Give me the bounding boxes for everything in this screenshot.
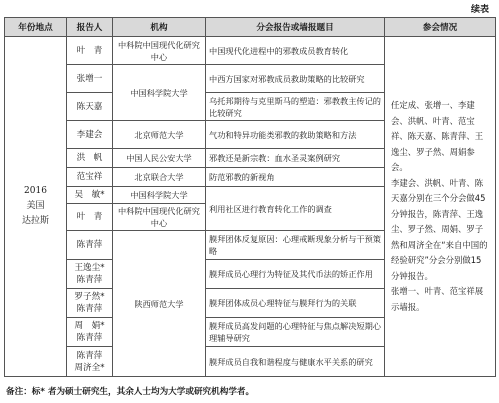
reporter-cell: 陈青萍 bbox=[67, 231, 113, 260]
reporter-line: 陈青萍 bbox=[76, 275, 103, 285]
reporter-cell: 吴 敏* bbox=[67, 187, 113, 204]
conference-table bbox=[4, 17, 496, 377]
header-participation: 参会情况 bbox=[385, 18, 496, 37]
reporter-cell bbox=[67, 318, 113, 347]
reporter-cell: 叶 青 bbox=[67, 37, 113, 65]
topic-cell: 中国现代化进程中的邪教成员教育转化 bbox=[206, 37, 385, 65]
participation-note-1: 任定成、张增一、李建会、洪帆、叶青、范宝祥、陈天嘉、陈青萍、王逸尘、罗子然、周娟参会。 bbox=[391, 100, 484, 172]
institution-cell: 中国科学院大学 bbox=[113, 65, 206, 121]
reporter-cell: 洪 帆 bbox=[67, 149, 113, 168]
institution-cell: 中国科学院大学 bbox=[113, 187, 206, 204]
reporter-cell: 张增一 bbox=[67, 65, 113, 93]
reporter-cell bbox=[67, 260, 113, 289]
continued-label: 续表 bbox=[470, 5, 489, 15]
meeting-country: 美国 bbox=[26, 201, 45, 211]
reporter-line: 陈青萍 bbox=[76, 304, 103, 314]
reporter-cell: 陈天嘉 bbox=[67, 93, 113, 121]
institution-cell: 中科院中国现代化研究中心 bbox=[113, 37, 206, 65]
topic-cell: 乌托邦期待与克里斯马的塑造：邪教教主传记的比较研究 bbox=[206, 93, 385, 121]
participation-note-3: 张增一、叶青、范宝祥展示墙报。 bbox=[391, 286, 484, 312]
reporter-cell: 李建会 bbox=[67, 121, 113, 149]
topic-cell: 邪教还是新宗教：血水圣灵案例研究 bbox=[206, 149, 385, 168]
reporter-cell bbox=[67, 289, 113, 318]
meeting-cell bbox=[5, 37, 67, 377]
reporter-line: 罗子然* bbox=[74, 292, 105, 302]
topic-cell: 膜拜成员自我和谐程度与健康水平关系的研究 bbox=[206, 347, 385, 377]
topic-cell: 中西方国家对邪教成员救助策略的比较研究 bbox=[206, 65, 385, 93]
table-row bbox=[5, 37, 496, 65]
header-topic: 分会报告或墙报题目 bbox=[206, 18, 385, 37]
participation-note-2: 李建会、洪帆、叶青、陈天嘉分别在三个分会做45分钟报告，陈青萍、王逸尘、罗子然、周娟、罗子然和周济全在“来自中国的经验研究”分会分别做15分钟报告。 bbox=[391, 177, 488, 281]
institution-cell: 陕西师范大学 bbox=[113, 231, 206, 377]
header-reporter: 报告人 bbox=[67, 18, 113, 37]
meeting-year: 2016 bbox=[24, 186, 47, 196]
reporter-cell: 叶 青 bbox=[67, 204, 113, 231]
topic-cell: 防范邪教的新视角 bbox=[206, 168, 385, 187]
institution-cell: 中科院中国现代化研究中心 bbox=[113, 204, 206, 231]
footnote: 备注：标* 者为硕士研究生，其余人士均为大学或研究机构学者。 bbox=[6, 387, 255, 397]
header-institution: 机构 bbox=[113, 18, 206, 37]
reporter-cell: 范宝祥 bbox=[67, 168, 113, 187]
meeting-city: 达拉斯 bbox=[21, 216, 49, 226]
reporter-line: 周 娟* bbox=[74, 321, 105, 331]
topic-cell: 膜拜团体成员心理特征与膜拜行为的关联 bbox=[206, 289, 385, 318]
topic-cell: 膜拜团体反复原因：心理戒断现象分析与干预策略 bbox=[206, 231, 385, 260]
reporter-line: 周济全* bbox=[74, 362, 105, 373]
institution-cell: 北京师范大学 bbox=[113, 121, 206, 149]
reporter-line: 陈青萍 bbox=[76, 350, 103, 361]
institution-cell: 中国人民公安大学 bbox=[113, 149, 206, 168]
table-header-row bbox=[5, 18, 496, 37]
topic-cell: 膜拜成员心理行为特征及其代币法的矫正作用 bbox=[206, 260, 385, 289]
reporter-line: 王逸尘* bbox=[74, 263, 105, 273]
participation-notes bbox=[385, 37, 496, 377]
topic-cell: 气功和特异功能类邪教的救助策略和方法 bbox=[206, 121, 385, 149]
header-year-place: 年份地点 bbox=[5, 18, 67, 37]
reporter-line: 陈青萍 bbox=[76, 333, 103, 343]
reporter-cell bbox=[67, 347, 113, 377]
topic-cell: 利用社区进行教育转化工作的调查 bbox=[206, 187, 385, 231]
topic-cell: 膜拜成员高发问题的心理特征与焦点解决短期心理辅导研究 bbox=[206, 318, 385, 347]
institution-cell: 北京联合大学 bbox=[113, 168, 206, 187]
